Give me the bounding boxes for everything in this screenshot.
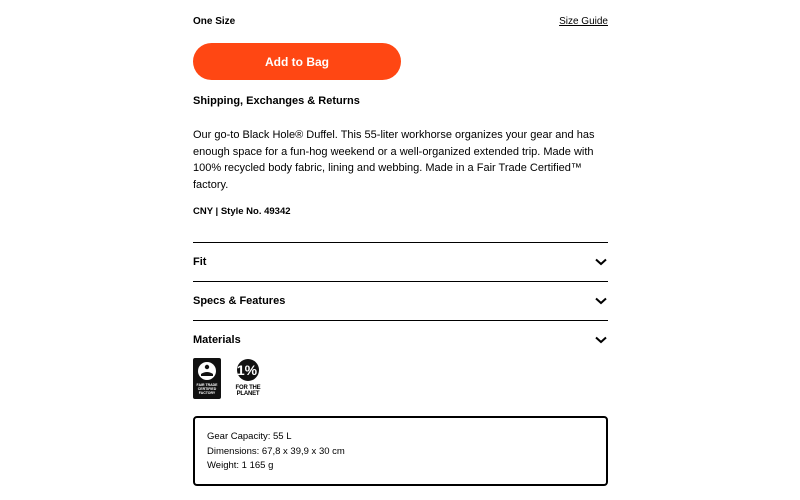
dimensions: Dimensions: 67,8 x 39,9 x 30 cm bbox=[207, 445, 345, 457]
chevron-down-icon bbox=[594, 294, 608, 308]
size-label: One Size bbox=[193, 15, 236, 27]
certification-badges bbox=[193, 358, 263, 399]
product-accordion bbox=[193, 242, 608, 359]
accordion-fit[interactable] bbox=[193, 242, 608, 281]
size-guide-link[interactable]: Size Guide bbox=[559, 15, 608, 27]
style-number: CNY | Style No. 49342 bbox=[193, 206, 291, 217]
accordion-label: Materials bbox=[193, 334, 241, 346]
size-row bbox=[193, 14, 608, 28]
one-percent-text: FOR THE PLANET bbox=[235, 385, 261, 397]
accordion-label: Specs & Features bbox=[193, 295, 286, 307]
chevron-down-icon bbox=[594, 333, 608, 347]
fair-trade-text: FAIR TRADE CERTIFIED FACTORY bbox=[196, 383, 218, 395]
gear-capacity: Gear Capacity: 55 L bbox=[207, 431, 292, 442]
specs-box bbox=[193, 416, 608, 486]
chevron-down-icon bbox=[594, 255, 608, 269]
accordion-label: Fit bbox=[193, 256, 207, 268]
one-percent-circle-icon bbox=[236, 358, 260, 382]
svg-text:1%: 1% bbox=[236, 362, 258, 378]
one-percent-planet-icon bbox=[233, 358, 263, 399]
product-description: Our go-to Black Hole® Duffel. This 55-liter workhorse organizes your gear and has enough space for a fun-hog weekend or a well-organized extended trip. Made with 100% recycled body fabric, lining and webbing. Made in a Fair Trade Certified™ factory. bbox=[193, 129, 595, 191]
fair-trade-certified-icon bbox=[193, 358, 221, 399]
add-to-bag-button[interactable]: Add to Bag bbox=[193, 43, 401, 80]
shipping-returns-link[interactable]: Shipping, Exchanges & Returns bbox=[193, 95, 360, 107]
accordion-materials[interactable] bbox=[193, 320, 608, 359]
accordion-specs-features[interactable] bbox=[193, 281, 608, 320]
weight: Weight: 1 165 g bbox=[207, 460, 274, 471]
fair-trade-figure-icon bbox=[197, 361, 217, 381]
